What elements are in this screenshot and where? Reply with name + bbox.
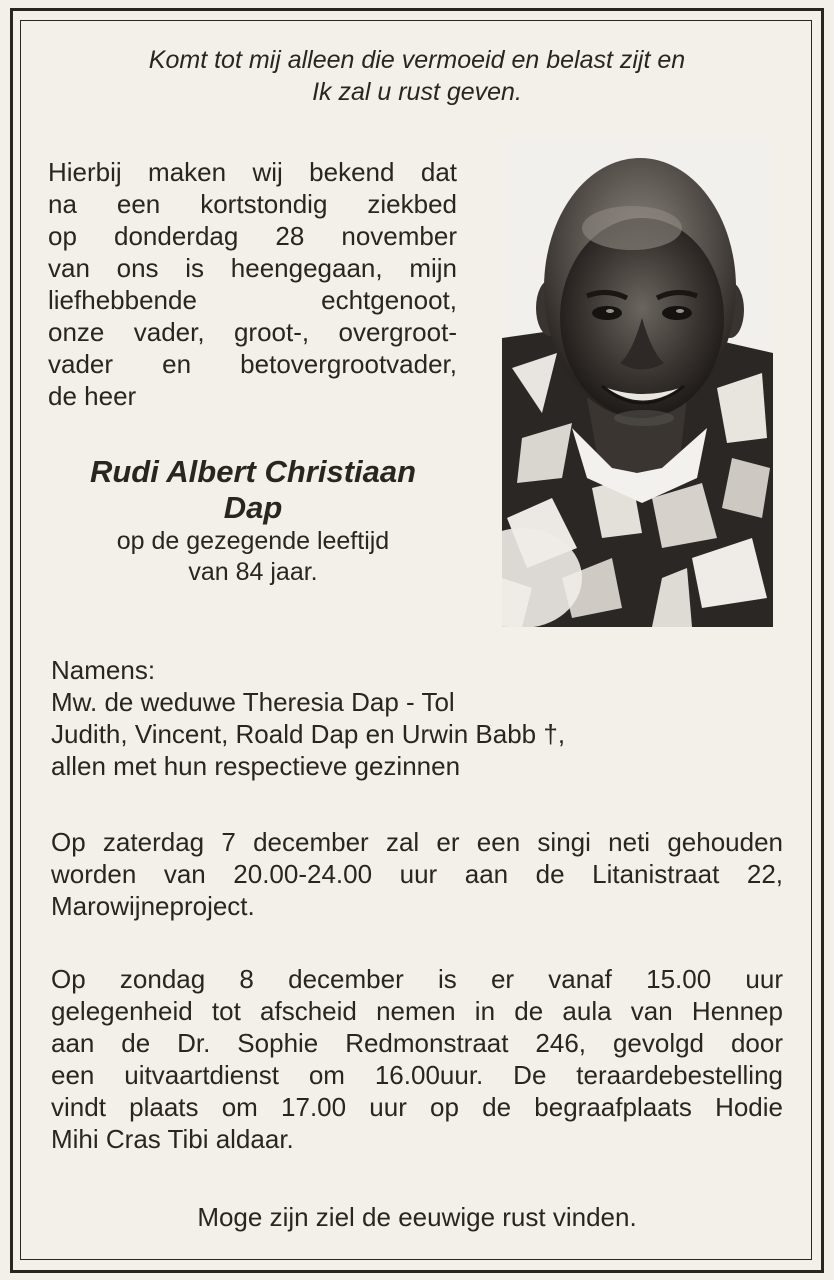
age-line: van 84 jaar. — [188, 558, 318, 586]
portrait-image — [502, 138, 773, 627]
wake-line: Op zaterdag 7 december zal er een singi neti gehouden — [51, 827, 783, 857]
announcement-line: liefhebbende echtgenoot, — [48, 285, 457, 315]
deceased-name-block — [30, 454, 476, 588]
announcement-text — [48, 156, 457, 412]
funeral-line: een uitvaartdienst om 16.00uur. De teraardebestelling — [51, 1060, 783, 1090]
on-behalf-heading: Namens: — [51, 655, 156, 685]
funeral-line: vindt plaats om 17.00 uur op de begraafplaats Hodie — [51, 1092, 783, 1122]
wake-paragraph — [51, 826, 783, 922]
wake-line: Marowijneproject. — [51, 891, 255, 921]
announcement-line: de heer — [48, 381, 137, 411]
deceased-name: Rudi Albert Christiaan — [89, 454, 417, 489]
on-behalf-section — [51, 654, 791, 782]
announcement-line: na een kortstondig ziekbed — [48, 189, 457, 219]
verse-line: Komt tot mij alleen die vermoeid en belast zijt en — [148, 46, 686, 74]
deceased-surname: Dap — [223, 490, 283, 525]
family-line: allen met hun respectieve gezinnen — [51, 751, 461, 781]
funeral-line: aan de Dr. Sophie Redmonstraat 246, gevolgd door — [51, 1028, 783, 1058]
funeral-paragraph — [51, 963, 783, 1155]
portrait-photo — [502, 138, 773, 627]
announcement-line: Hierbij maken wij bekend dat — [48, 157, 457, 187]
funeral-line: Mihi Cras Tibi aldaar. — [51, 1124, 294, 1154]
family-line: Judith, Vincent, Roald Dap en Urwin Babb †, — [51, 719, 566, 749]
closing-line: Moge zijn ziel de eeuwige rust vinden. — [197, 1202, 637, 1232]
announcement-line: op donderdag 28 november — [48, 221, 457, 251]
announcement-line: vader en betovergrootvader, — [48, 349, 457, 379]
announcement-line: van ons is heengegaan, mijn — [48, 253, 457, 283]
funeral-line: Op zondag 8 december is er vanaf 15.00 uur — [51, 964, 783, 994]
verse-line: Ik zal u rust geven. — [312, 78, 522, 106]
age-line: op de gezegende leeftijd — [116, 527, 390, 555]
funeral-line: gelegenheid tot afscheid nemen in de aula van Hennep — [51, 996, 783, 1026]
announcement-line: onze vader, groot-, overgroot- — [48, 317, 457, 347]
bible-verse — [30, 44, 804, 108]
wake-line: worden van 20.00-24.00 uur aan de Litanistraat 22, — [51, 859, 783, 889]
family-line: Mw. de weduwe Theresia Dap - Tol — [51, 687, 455, 717]
